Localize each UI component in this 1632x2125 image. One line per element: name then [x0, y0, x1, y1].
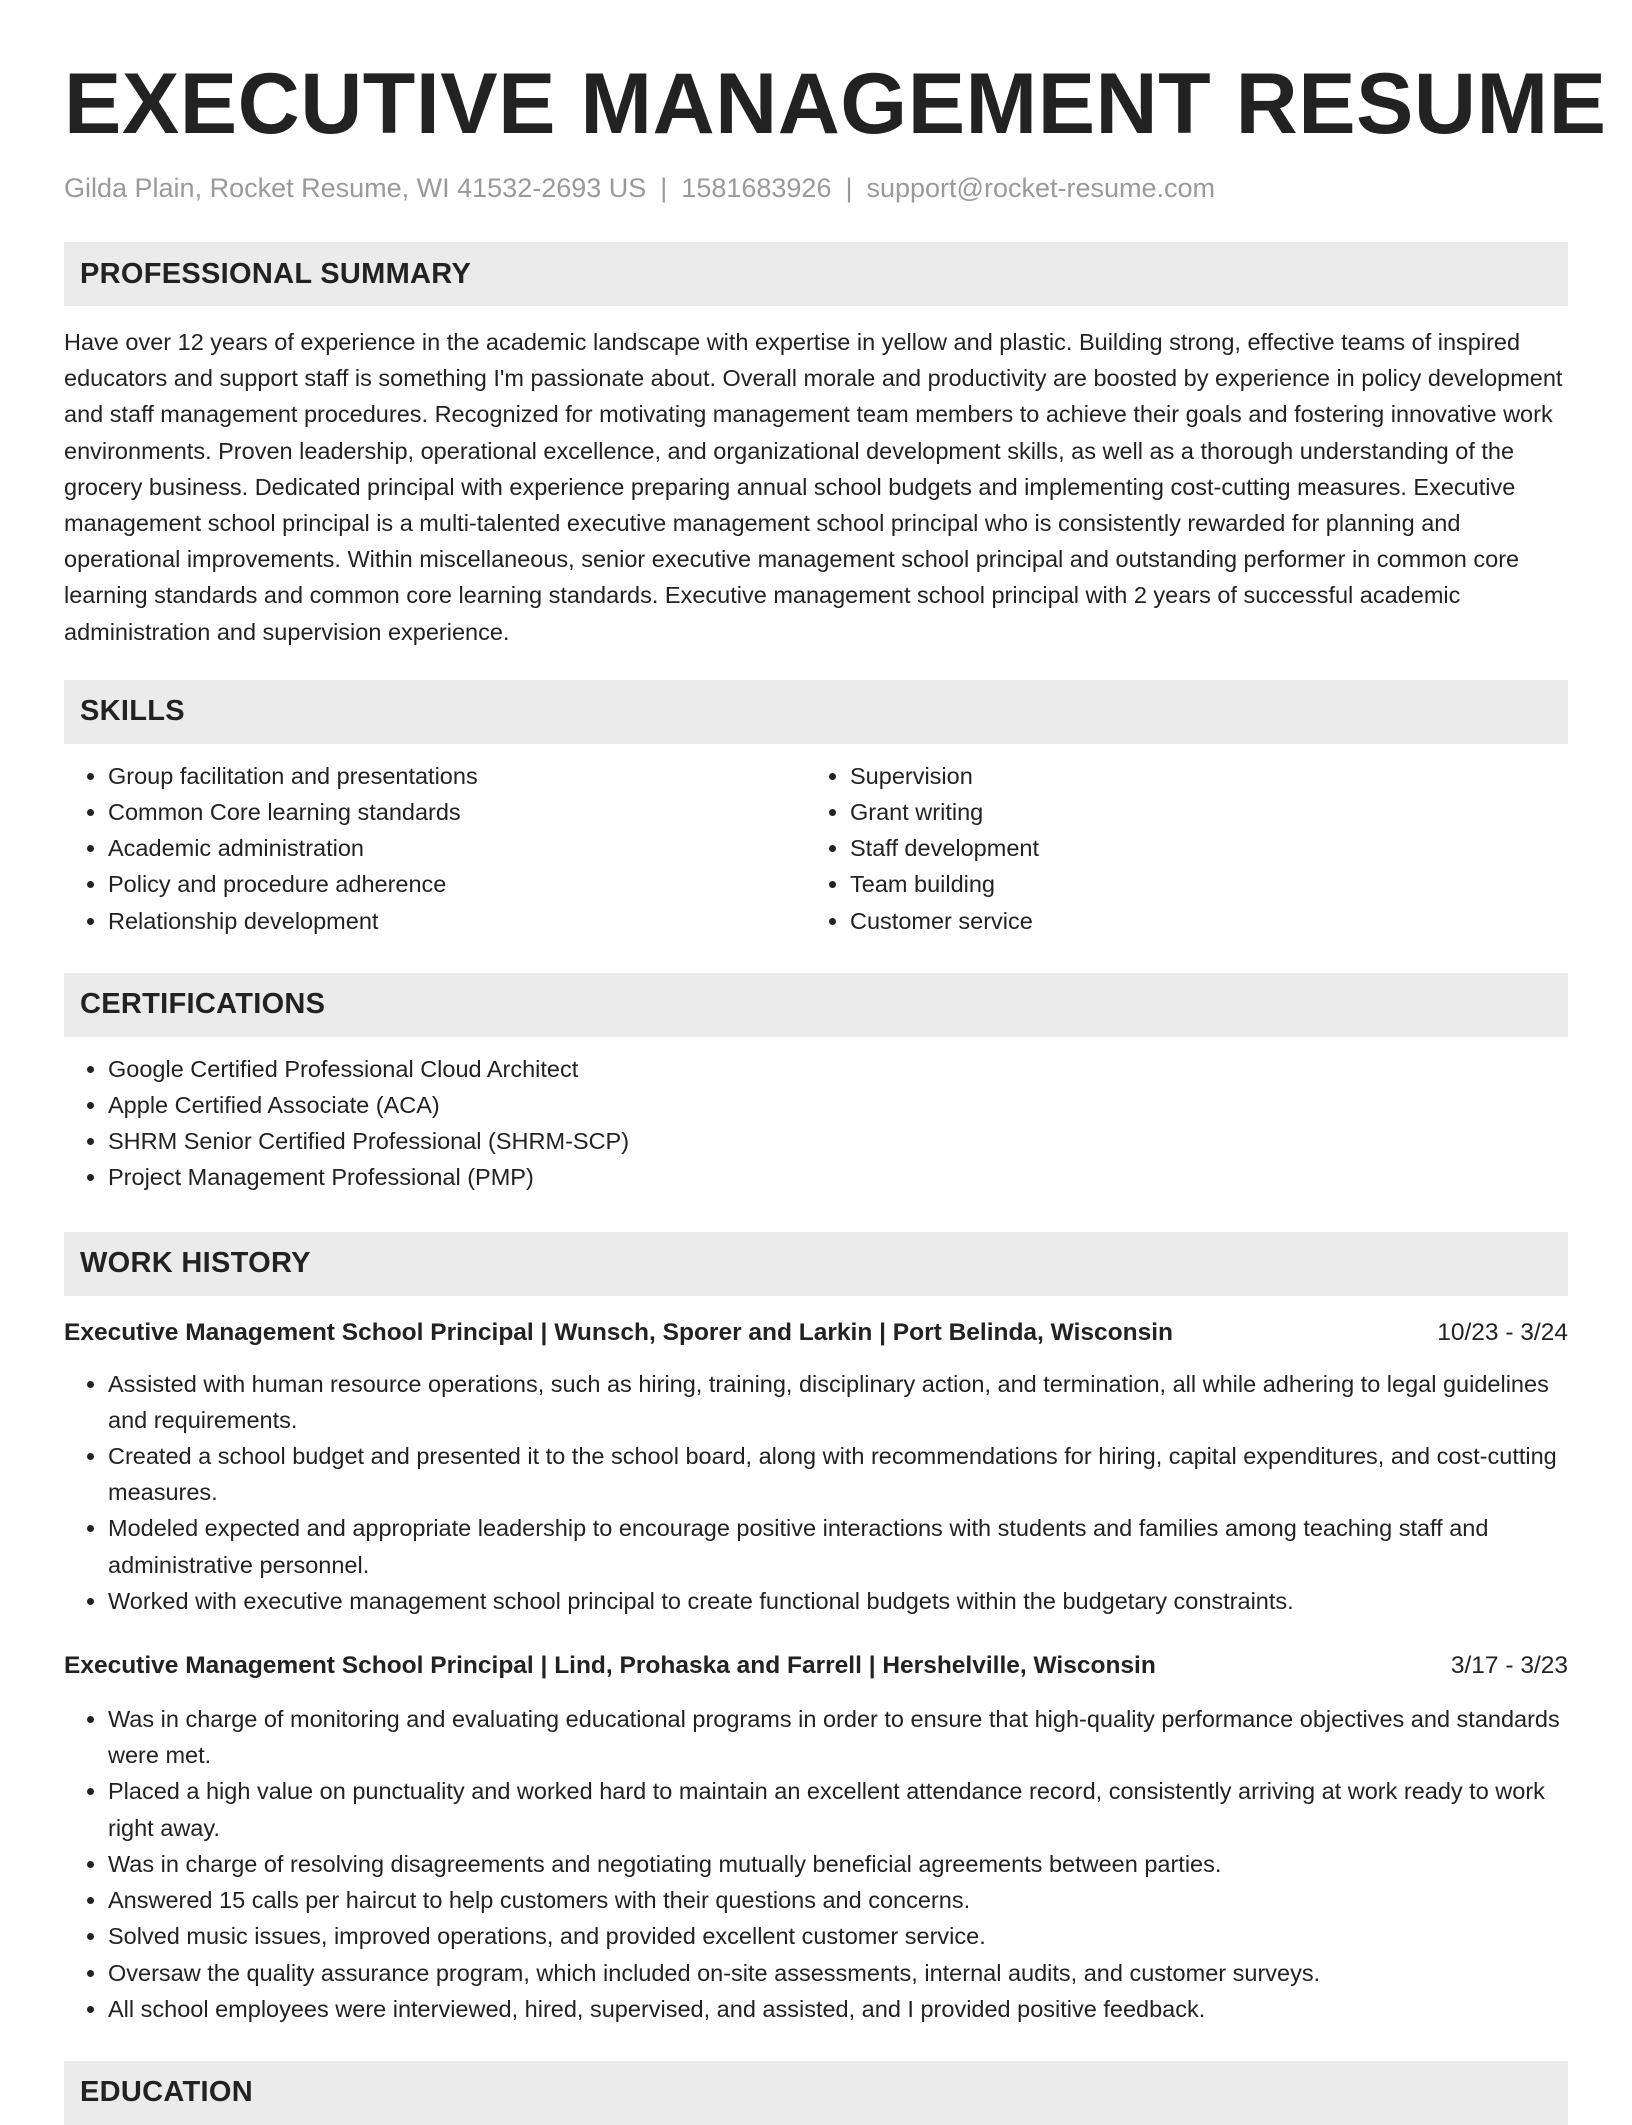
summary-heading: PROFESSIONAL SUMMARY	[64, 242, 1568, 306]
certifications-heading: CERTIFICATIONS	[64, 973, 1568, 1037]
job-bullet: • All school employees were interviewed, hired, supervised, and assisted, and I provided positive feedback.	[108, 1991, 1568, 2027]
job-dates: 10/23 - 3/24	[1437, 1318, 1568, 1346]
skills-column-right	[806, 758, 1548, 939]
certification-item: • Project Management Professional (PMP)	[108, 1159, 1568, 1195]
job-bullet: • Modeled expected and appropriate leadership to encourage positive interactions with students and families among teaching staff and administrative personnel.	[108, 1510, 1568, 1582]
skill-item: • Group facilitation and presentations	[108, 758, 806, 794]
job-bullet: • Oversaw the quality assurance program, which included on-site assessments, internal audits, and customer surveys.	[108, 1955, 1568, 1991]
skill-item: • Supervision	[850, 758, 1548, 794]
certification-item: • SHRM Senior Certified Professional (SHRM-SCP)	[108, 1123, 1568, 1159]
job-entry	[64, 1649, 1568, 2027]
contact-phone: 1581683926	[681, 173, 832, 203]
job-bullet: • Solved music issues, improved operations, and provided excellent customer service.	[108, 1918, 1568, 1954]
summary-text: Have over 12 years of experience in the academic landscape with expertise in yellow and plastic. Building strong, effective teams of inspired educators and support staff is something I'm passionate about. Overall morale and productivity are boosted by experience in policy development and staff management procedures. Recognized for motivating management team members to achieve their goals and fostering innovative work environments. Proven leadership, operational excellence, and organizational development skills, as well as a thorough understanding of the grocery business. Dedicated principal with experience preparing annual school budgets and implementing cost-cutting measures. Executive management school principal is a multi-talented executive management school principal who is consistently rewarded for planning and operational improvements. Within miscellaneous, senior executive management school principal and outstanding performer in common core learning standards and common core learning standards. Executive management school principal with 2 years of successful academic administration and supervision experience.	[64, 329, 1563, 645]
job-bullet: • Created a school budget and presented it to the school board, along with recommendations for hiring, capital expenditures, and cost-cutting measures.	[108, 1438, 1568, 1510]
job-bullet: • Answered 15 calls per haircut to help customers with their questions and concerns.	[108, 1882, 1568, 1918]
skill-item: • Customer service	[850, 903, 1548, 939]
work-history-heading: WORK HISTORY	[64, 1232, 1568, 1296]
job-bullet: • Placed a high value on punctuality and worked hard to maintain an excellent attendance record, consistently arriving at work ready to work right away.	[108, 1773, 1568, 1845]
resume-title: EXECUTIVE MANAGEMENT RESUME	[64, 56, 1607, 152]
contact-line	[64, 172, 1568, 204]
skill-item: • Policy and procedure adherence	[108, 866, 806, 902]
skill-item: • Staff development	[850, 830, 1548, 866]
certification-item: • Apple Certified Associate (ACA)	[108, 1087, 1568, 1123]
certifications-list	[64, 1051, 1568, 1196]
skill-item: • Relationship development	[108, 903, 806, 939]
skill-item: • Common Core learning standards	[108, 794, 806, 830]
job-header	[64, 1316, 1568, 1350]
education-heading: EDUCATION	[64, 2061, 1568, 2125]
skills-list-left	[64, 758, 806, 939]
contact-separator: |	[660, 173, 668, 203]
skills-heading: SKILLS	[64, 680, 1568, 744]
skill-item: • Academic administration	[108, 830, 806, 866]
certification-item: • Google Certified Professional Cloud Architect	[108, 1051, 1568, 1087]
job-entry	[64, 1316, 1568, 1619]
job-dates: 3/17 - 3/23	[1450, 1652, 1568, 1680]
job-bullets	[64, 1701, 1568, 2027]
job-title: Executive Management School Principal | Wunsch, Sporer and Larkin | Port Belinda, Wisconsin	[64, 1318, 1173, 1346]
contact-separator: |	[845, 173, 853, 203]
job-title: Executive Management School Principal | Lind, Prohaska and Farrell | Hershelville, Wisconsin	[64, 1652, 1156, 1680]
skills-grid	[64, 758, 1568, 939]
skill-item: • Team building	[850, 866, 1548, 902]
contact-email: support@rocket-resume.com	[866, 173, 1216, 203]
skills-list-right	[806, 758, 1548, 939]
contact-address: Gilda Plain, Rocket Resume, WI 41532-2693 US	[64, 173, 647, 203]
job-bullets	[64, 1366, 1568, 1619]
skill-item: • Grant writing	[850, 794, 1548, 830]
job-bullet: • Assisted with human resource operations, such as hiring, training, disciplinary action, and termination, all while adhering to legal guidelines and requirements.	[108, 1366, 1568, 1438]
job-header	[64, 1649, 1568, 1683]
job-bullet: • Worked with executive management school principal to create functional budgets within the budgetary constraints.	[108, 1583, 1568, 1619]
job-bullet: • Was in charge of resolving disagreements and negotiating mutually beneficial agreements between parties.	[108, 1846, 1568, 1882]
job-bullet: • Was in charge of monitoring and evaluating educational programs in order to ensure that high-quality performance objectives and standards were met.	[108, 1701, 1568, 1773]
skills-column-left	[64, 758, 806, 939]
